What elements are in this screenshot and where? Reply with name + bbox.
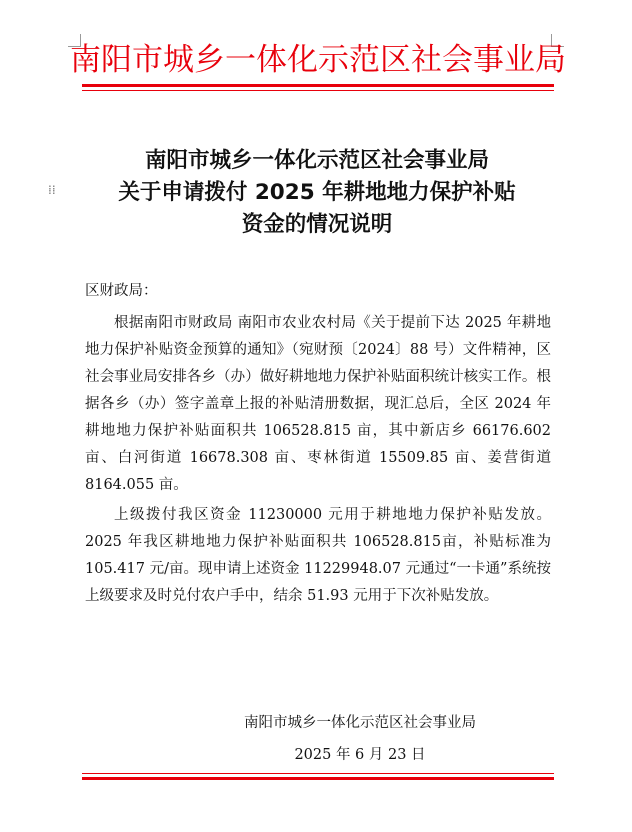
title-line-3: 资金的情况说明 bbox=[241, 212, 393, 237]
letterhead-rule-thin bbox=[82, 90, 554, 91]
letterhead-title: 南阳市城乡一体化示范区社会事业局 bbox=[70, 42, 566, 78]
signature-date: 2025 年 6 月 23 日 bbox=[294, 747, 426, 763]
letterhead-rule-thick bbox=[82, 84, 554, 87]
paragraph-1: 根据南阳市财政局 南阳市农业农村局《关于提前下达 2025 年耕地地力保护补贴资金预算的通知》（宛财预〔2024〕88 号）文件精神，区社会事业局安排各乡（办）做好耕地地力保护补贴面积统计核实工作。根据各乡（办）签字盖章上报的补贴清册数据，现汇总后，全区 2024 年耕地地力保护补贴面积共 106528.815 亩，其中新店乡 66176.602 亩、白河街道 16678.308 亩、枣林街道 15509.85 亩、姜营街道 8164.055 亩。 bbox=[85, 315, 551, 493]
signature-organization: 南阳市城乡一体化示范区社会事业局 bbox=[244, 715, 476, 731]
salutation: 区财政局： bbox=[85, 283, 158, 299]
document-body bbox=[85, 278, 551, 610]
title-line-2: 关于申请拨付 2025 年耕地地力保护补贴 bbox=[118, 180, 516, 205]
footer-rule-thick bbox=[82, 777, 554, 780]
footer-rule-thin bbox=[82, 773, 554, 774]
document-title bbox=[60, 145, 574, 241]
drag-handle-icon[interactable]: ⁞⁞ bbox=[48, 183, 56, 197]
paragraph-2: 上级拨付我区资金 11230000 元用于耕地地力保护补贴发放。2025 年我区耕地地力保护补贴面积共 106528.815亩，补贴标准为 105.417 元/亩。现申请上述资金 11229948.07 元通过“一卡通”系统按上级要求及时兑付农户手中，结余 51.93 元用于下次补贴发放。 bbox=[85, 507, 551, 604]
title-line-1: 南阳市城乡一体化示范区社会事业局 bbox=[144, 148, 489, 173]
